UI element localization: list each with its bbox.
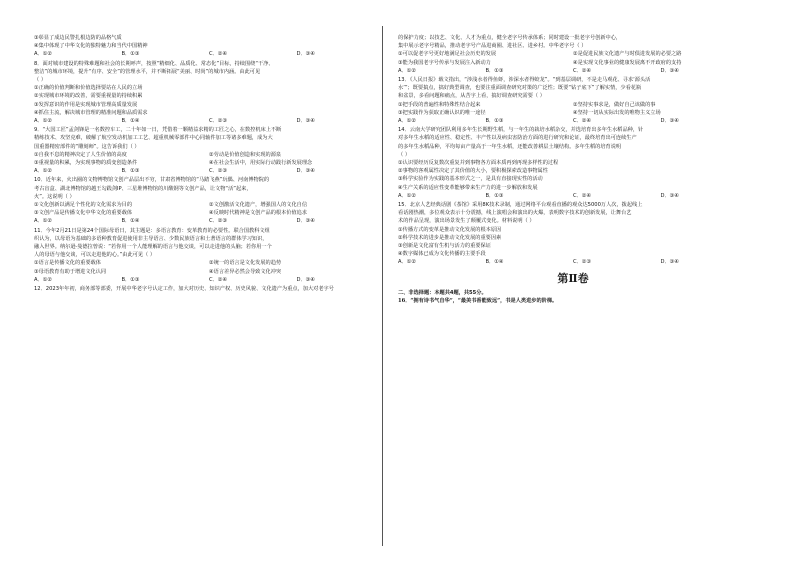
answer-c: C．②③: [209, 168, 228, 175]
answer-d: D．③④: [296, 218, 315, 225]
question-11: [34, 227, 384, 284]
question-14: [398, 126, 748, 200]
answer-b: B．①③: [121, 276, 140, 283]
part-two-title: 第Ⅱ卷: [557, 271, 589, 285]
answer-b: B．①④: [485, 259, 504, 266]
answer-b: B．①④: [121, 218, 140, 225]
question-stem: 15．北京人艺经典话剧《茶馆》采用8K技术录制，通过网络平台观看直播的观众达5000万人次，拨起线上: [398, 202, 643, 209]
option-row: [398, 101, 748, 109]
answer-c: C．②④: [573, 118, 592, 125]
option-line: ①认识要经历反复数次重复并到事物各方面本质再到再现多样性的过程: [398, 160, 559, 167]
question-15: [398, 201, 748, 267]
answers: [398, 192, 748, 200]
answer-a: A．①②: [398, 118, 417, 125]
option-line: ④语言差异必然会导致文化冲突: [209, 268, 282, 275]
option-line: ①文化创新以满足个性化的文化需求为目的: [34, 202, 133, 209]
option-line: ③科学实验作为实践的基本形式之一，是具有直接现实性的活动: [398, 176, 543, 183]
option-line: ②实现城市环境的改善，需要重视量的持续积累: [34, 93, 143, 100]
question-12-tail: [398, 34, 748, 75]
question-stem: 火”。这说明（ ）: [34, 193, 75, 200]
question-stem: 9．“大国工匠”孟剑锋是一名数控车工，二十年如一日，凭借着一颗精益求精的工匠之心，在数控机床上不断: [34, 127, 282, 134]
answer-c: C．②③: [209, 118, 228, 125]
answer-b: B．①④: [121, 118, 140, 125]
option-line: ③重视量的积累，为实现事物的质变创造条件: [34, 160, 138, 167]
question-9: [34, 126, 384, 175]
question-13: [398, 76, 748, 125]
answer-d: D．③④: [660, 259, 679, 266]
question-8: [34, 60, 384, 126]
answer-a: A．①②: [34, 51, 53, 58]
option-row: [34, 268, 384, 276]
option-row: [34, 209, 384, 217]
question-stem: （ ）: [34, 77, 47, 84]
question-stem: 考古盲盒、湖北博物馆的越王勾践剑IP、三星堆博物馆的川酸钢等文创产品，让文物“活”起来，: [34, 185, 252, 192]
right-column: [398, 34, 748, 305]
answers: [34, 217, 384, 225]
answers: [398, 67, 748, 75]
question-stem: 人的母语与他交谈，可以走进他的心。”由此可见（ ）: [34, 252, 156, 259]
option-line: ③把实践作为获取正确认识的唯一途径: [398, 109, 486, 116]
question-stem: 和盆景，多看问题和痛点，从苦字上看，搞好调查研究需要（ ）: [398, 93, 545, 100]
option-line: ②坚持实事求是，做好自己该做的事: [573, 101, 656, 108]
answer-d: D．③④: [660, 192, 679, 199]
answers: [398, 117, 748, 125]
option-line: ②统一的语言是文化发展的趋势: [209, 260, 282, 267]
answer-a: A．①②: [34, 276, 53, 283]
answer-a: A．①②: [398, 259, 417, 266]
option-line: ④坚持一切从实际出发的唯物主义立场: [573, 109, 661, 116]
question-16-start: 16．“拥有诗书气自华”，“最美书香能致远”，书是人类进步的阶梯。: [398, 298, 558, 305]
answer-d: D．③④: [660, 118, 679, 125]
answers: [34, 167, 384, 175]
option-line: ④在社会生活中，用实际行动践行新发展理念: [209, 160, 313, 167]
answer-c: C．②④: [573, 192, 592, 199]
question-stem: （ ）: [398, 151, 411, 158]
question-stem: 12．2023年年初，商务部等部委，开展中华老字号认定工作，加大对历史、知识产权、历史风貌、文化遗产为重点，加大对老字号: [34, 286, 334, 293]
answer-a: A．①②: [34, 118, 53, 125]
answer-c: C．②④: [209, 276, 228, 283]
section-header: 二、非选择题：本题共4题，共55分。: [398, 289, 487, 296]
option-row: [398, 109, 748, 117]
question-stem: 的保护力度；以技艺、文化、人才为重点，健全老字号传承体系；同时建设一批老字号创新中心，: [398, 35, 622, 41]
option-line: ③发挥意识的作用是实现城市管理高质量发展: [34, 101, 138, 108]
answer-b: B．①③: [485, 67, 504, 74]
question-stem: 织认为，以母语为基础的多语种教育促进使用非主导语言、少数民族语言和土著语言的群体学习知识，: [34, 235, 268, 242]
option-line: ④数字媒体已成为文化传播的主要手段: [398, 251, 486, 258]
option-line: ③母语教育有助于增进文化认同: [34, 268, 107, 275]
option-line: ④集中体现了中华文化的独特魅力和当代中国精神: [34, 43, 148, 50]
option-row: [34, 151, 384, 159]
answer-a: A．①②: [398, 192, 417, 199]
answer-c: C．②③: [209, 218, 228, 225]
question-stem: 融入世界。纳尔逊·曼德拉曾说：“若你用一个人能理解的语言与他交谈，可以走进他的头脑；若你用一个: [34, 244, 272, 251]
answer-d: D．③④: [296, 276, 315, 283]
option-row: [398, 59, 748, 67]
option-row: [34, 201, 384, 209]
question-stem: 11．今年2月21日是第24个国际母语日，其主题是：多语言教育：变革教育的必要性。联合国教科文组: [34, 227, 270, 234]
answer-b: B．①③: [485, 118, 504, 125]
answer-d: D．③④: [296, 168, 315, 175]
option-line: ①语言是传播文化的重要载体: [34, 260, 101, 267]
option-line: ③创新是文化富有生机与活力的重要保证: [398, 243, 491, 250]
question-stem: 10．近年来，火出圈的文物博物馆文创产品层出不穷，甘肃省博物馆的“马踏飞燕”玩偶、河南博物院的: [34, 177, 270, 184]
option-row: [398, 50, 748, 58]
answer-c: C．②④: [209, 51, 228, 58]
question-stem: 8．面对城市建设的特殊难题和社会的长期呼声，按照“精细化、品质化、常态化”目标，持续围绕“干净、: [34, 60, 274, 67]
answer-b: B．①③: [121, 51, 140, 58]
answer-b: B．①③: [485, 192, 504, 199]
option-line: ④是实现文化事业的健康发展离不开政府的支持: [573, 59, 682, 66]
answer-c: C．②④: [573, 67, 592, 74]
answer-a: A．①②: [398, 67, 417, 74]
question-stem: 看话剧热潮，多位观众表示十分震撼，线上演唱会和演出的火爆，表明数字技术的创新发展，让舞台艺: [398, 210, 632, 217]
q7-tail: [34, 34, 384, 50]
option-line: ④反映时代精神是文创产品的根本价值追求: [209, 210, 308, 217]
option-line: ①自我不息的精神决定了人生价值的高度: [34, 151, 127, 158]
question-stem: 14．云南大学研究团队利用多年生长期野生稻，与一年生的栽培水稻杂交，并选培育出多年生水稻品种，针: [398, 127, 644, 134]
answer-c: C．②③: [573, 259, 592, 266]
answer-d: D．③④: [296, 51, 315, 58]
answers: [34, 276, 384, 284]
question-stem: 的多年生水稻品种，平均每亩产量高于一年生水稻，还能改善耕层土壤结构。多年生稻的培育说明: [398, 143, 622, 150]
option-line: ④生产关系的适应性变革能够带来生产力的进一步解放和发展: [398, 184, 538, 191]
answers: [34, 117, 384, 125]
option-line: ②劳动是价值创造和实现的源泉: [209, 151, 282, 158]
q7-answers: [34, 50, 384, 58]
option-line: ②文创激活文化遗产，增强国人的文化自信: [209, 202, 308, 209]
question-stem: 整洁”的城市环境，提升“有序、安全”的管理水平，并不断拓展“美丽、时尚”的城市内涵。由此可见: [34, 68, 261, 75]
question-12-start: [34, 285, 384, 293]
option-row: [34, 159, 384, 167]
option-line: ④抓住主流，解决城市管理的精准问题和品质需求: [34, 109, 148, 116]
question-stem: 国重器精密部件的“雕刻师”。这告诉我们（ ）: [34, 143, 140, 150]
answers: [398, 258, 748, 266]
option-line: ③文创产品是传播文化中华文化的重要载体: [34, 210, 133, 217]
answer-d: D．③④: [296, 118, 315, 125]
option-line: ③彰显了成边民警扎根边防的品格气质: [34, 35, 122, 41]
left-column: [34, 34, 384, 293]
answer-d: D．③④: [660, 67, 679, 74]
question-stem: 对多年生水稻的适应性、稳定性、丰产性以及病虫害防治方面的进行研究和论证，最终培育出可连续生产: [398, 135, 637, 142]
question-stem: 术的作品呈现，演出场景发生了颠覆式变化。材料说明（ ）: [398, 218, 535, 225]
answer-a: A．①②: [34, 218, 53, 225]
answer-b: B．①③: [121, 168, 140, 175]
option-line: ②是促进民族文化遗产与时俱进发展的必要之路: [573, 51, 682, 58]
option-line: ①正确的价值判断和价值选择要站在人民的立场: [34, 85, 143, 92]
option-line: ③能为我国老字号传承与发展注入新动力: [398, 59, 491, 66]
question-stem: 精练技术、攻坚克难，破解了航空发动机加工工艺、超重机械零部件中心同轴件加工等诸多难题，成为大: [34, 135, 273, 142]
question-stem: 13．《人民日报》载文指出，“涉浅水者得鱼虾，涉深水者得蛟龙”。“到基层调研，不是走马观花、寻求‘源头活: [398, 77, 651, 84]
option-line: ①把手段的普遍性和特殊性结合起来: [398, 101, 481, 108]
option-line: ②事物的客观属性决定了其价值的大小，要积极探索改造事物属性: [398, 168, 548, 175]
answer-a: A．①②: [34, 168, 53, 175]
option-line: ②科学技术的进步是推动文化发展的重要因素: [398, 234, 502, 241]
option-line: ①传播方式的变革是推动文化发展的根本原因: [398, 226, 502, 233]
question-10: [34, 176, 384, 225]
question-stem: 水’”；既要搞点，搞好典型调查，也要注重面调查研究对策的广泛性；既要“钻子底下”了解实情，少看花瓶: [398, 85, 642, 92]
option-line: ①可以促老字号更好地满足社会历史的发展: [398, 51, 497, 58]
question-stem: 集中展示老字号精品，推动老字号产品进商圈、进社区、进乡村。中华老字号（ ）: [398, 43, 587, 50]
option-row: [34, 259, 384, 267]
